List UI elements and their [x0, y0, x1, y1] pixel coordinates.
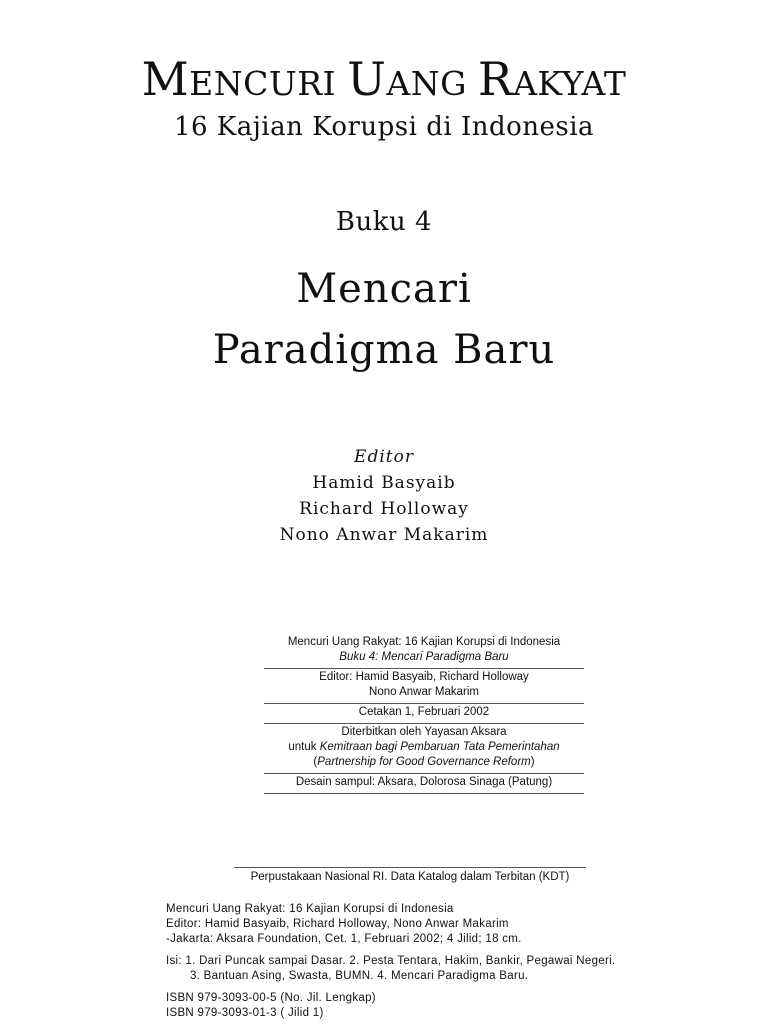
colophon-series: [264, 634, 584, 668]
book-title-line1: Mencari: [296, 266, 472, 312]
catalog-divider: [234, 867, 586, 868]
colophon-cover-design: [264, 773, 584, 794]
colophon-editor-line: Editor: Hamid Basyaib, Richard Holloway: [319, 671, 529, 683]
colophon-editors: [264, 668, 584, 703]
colophon-printing-text: Cetakan 1, Februari 2002: [358, 706, 490, 718]
catalog-line: Editor: Hamid Basyaib, Richard Holloway, Nono Anwar Makarim: [166, 918, 509, 930]
catalog-isbn: ISBN 979-3093-00-5 (No. Jil. Lengkap): [166, 992, 376, 1004]
colophon-publisher-line: Diterbitkan oleh Yayasan Aksara: [341, 726, 507, 738]
colophon-book-subtitle: Buku 4: Mencari Paradigma Baru: [339, 651, 509, 663]
editor-name: Hamid Basyaib: [312, 473, 456, 493]
catalog-isbn: ISBN 979-3093-01-3 ( Jilid 1): [166, 1007, 324, 1019]
catalog-contents-line: Isi: 1. Dari Puncak sampai Dasar. 2. Pesta Tentara, Hakim, Bankir, Pegawai Negeri.: [166, 955, 616, 967]
main-title: [0, 52, 768, 106]
colophon-publisher: [264, 723, 584, 773]
editor-label: Editor: [354, 447, 414, 467]
paren-close: ): [530, 756, 535, 768]
title-word-rakyat: RAKYAT: [477, 52, 627, 106]
spacer: [166, 947, 615, 954]
colophon-untuk: untuk: [288, 741, 320, 753]
catalog-entry: [166, 902, 615, 1021]
book-title-line2: Paradigma Baru: [212, 327, 556, 373]
title-word-uang: UANG: [347, 52, 478, 106]
editor-name: Nono Anwar Makarim: [279, 525, 489, 545]
colophon-series-title: Mencuri Uang Rakyat: 16 Kajian Korupsi di Indonesia: [287, 636, 561, 648]
subtitle: 16 Kajian Korupsi di Indonesia: [173, 112, 595, 142]
colophon-partnership-en: Partnership for Good Governance Reform: [317, 756, 531, 768]
paren-open: (: [313, 756, 318, 768]
colophon-box: [264, 634, 584, 794]
colophon-editor-line: Nono Anwar Makarim: [369, 686, 479, 698]
colophon-publisher-line: [264, 740, 584, 755]
catalog-heading: Perpustakaan Nasional RI. Data Katalog dalam Terbitan (KDT): [250, 871, 570, 883]
book-number: Buku 4: [335, 207, 433, 237]
catalog-contents-line: 3. Bantuan Asing, Swasta, BUMN. 4. Mencari Paradigma Baru.: [190, 970, 529, 982]
colophon-partnership-id: Kemitraan bagi Pembaruan Tata Pemerintahan: [319, 741, 560, 753]
editor-name: Richard Holloway: [299, 499, 469, 519]
catalog-line: -Jakarta: Aksara Foundation, Cet. 1, Februari 2002; 4 Jilid; 18 cm.: [166, 933, 522, 945]
spacer: [166, 984, 615, 991]
title-word-mencuri: MENCURI: [141, 52, 348, 106]
colophon-publisher-line: [264, 755, 584, 770]
colophon-cover-design-text: Desain sampul: Aksara, Dolorosa Sinaga (Patung): [295, 776, 553, 788]
catalog-line: Mencuri Uang Rakyat: 16 Kajian Korupsi di Indonesia: [166, 903, 454, 915]
colophon-printing: [264, 703, 584, 723]
